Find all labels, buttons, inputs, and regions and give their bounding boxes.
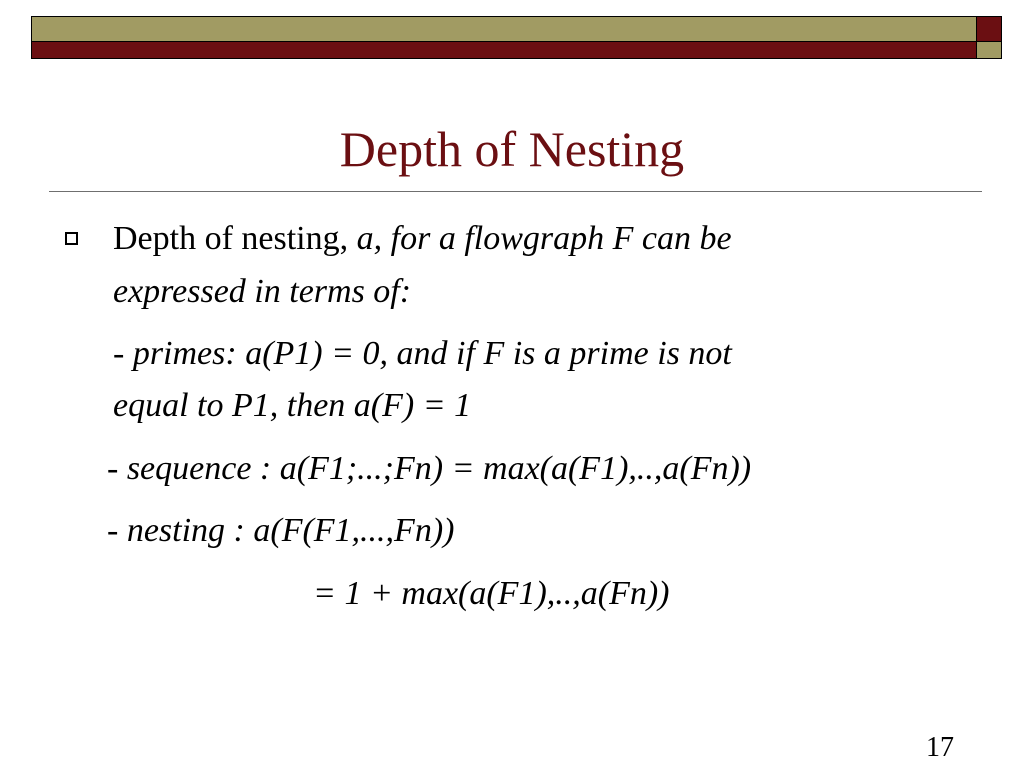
nesting-line-1-text: nesting : a(F(F1,...,Fn))	[126, 512, 455, 549]
sequence-line	[107, 441, 751, 497]
primes-dash: -	[113, 335, 133, 372]
nesting-dash: -	[107, 512, 127, 549]
header-band-olive	[31, 16, 977, 42]
slide-title: Depth of Nesting	[339, 121, 685, 177]
primes-line-2: equal to P1, then a(F) = 1	[113, 387, 472, 424]
sequence-dash: -	[107, 450, 127, 487]
square-bullet-icon	[65, 232, 78, 245]
bullet-line-1	[113, 211, 732, 267]
primes-line-1-text: primes: a(P1) = 0, and if F is a prime is not	[132, 335, 732, 372]
page-number: 17	[926, 732, 954, 763]
header-band-red	[31, 42, 977, 59]
title-divider	[49, 191, 982, 192]
header-square-red	[977, 16, 1002, 42]
nesting-line-1	[107, 503, 454, 559]
header-square-olive	[977, 42, 1002, 59]
bullet-line-1-italic: a, for a flowgraph F can be	[356, 220, 732, 257]
nesting-line-2: = 1 + max(a(F1),..,a(Fn))	[313, 575, 670, 612]
bullet-line-1-plain: Depth of nesting,	[113, 220, 357, 257]
primes-line-1	[113, 326, 732, 382]
bullet-line-2: expressed in terms of:	[113, 273, 412, 310]
sequence-text: sequence : a(F1;...;Fn) = max(a(F1),..,a(Fn))	[126, 450, 752, 487]
